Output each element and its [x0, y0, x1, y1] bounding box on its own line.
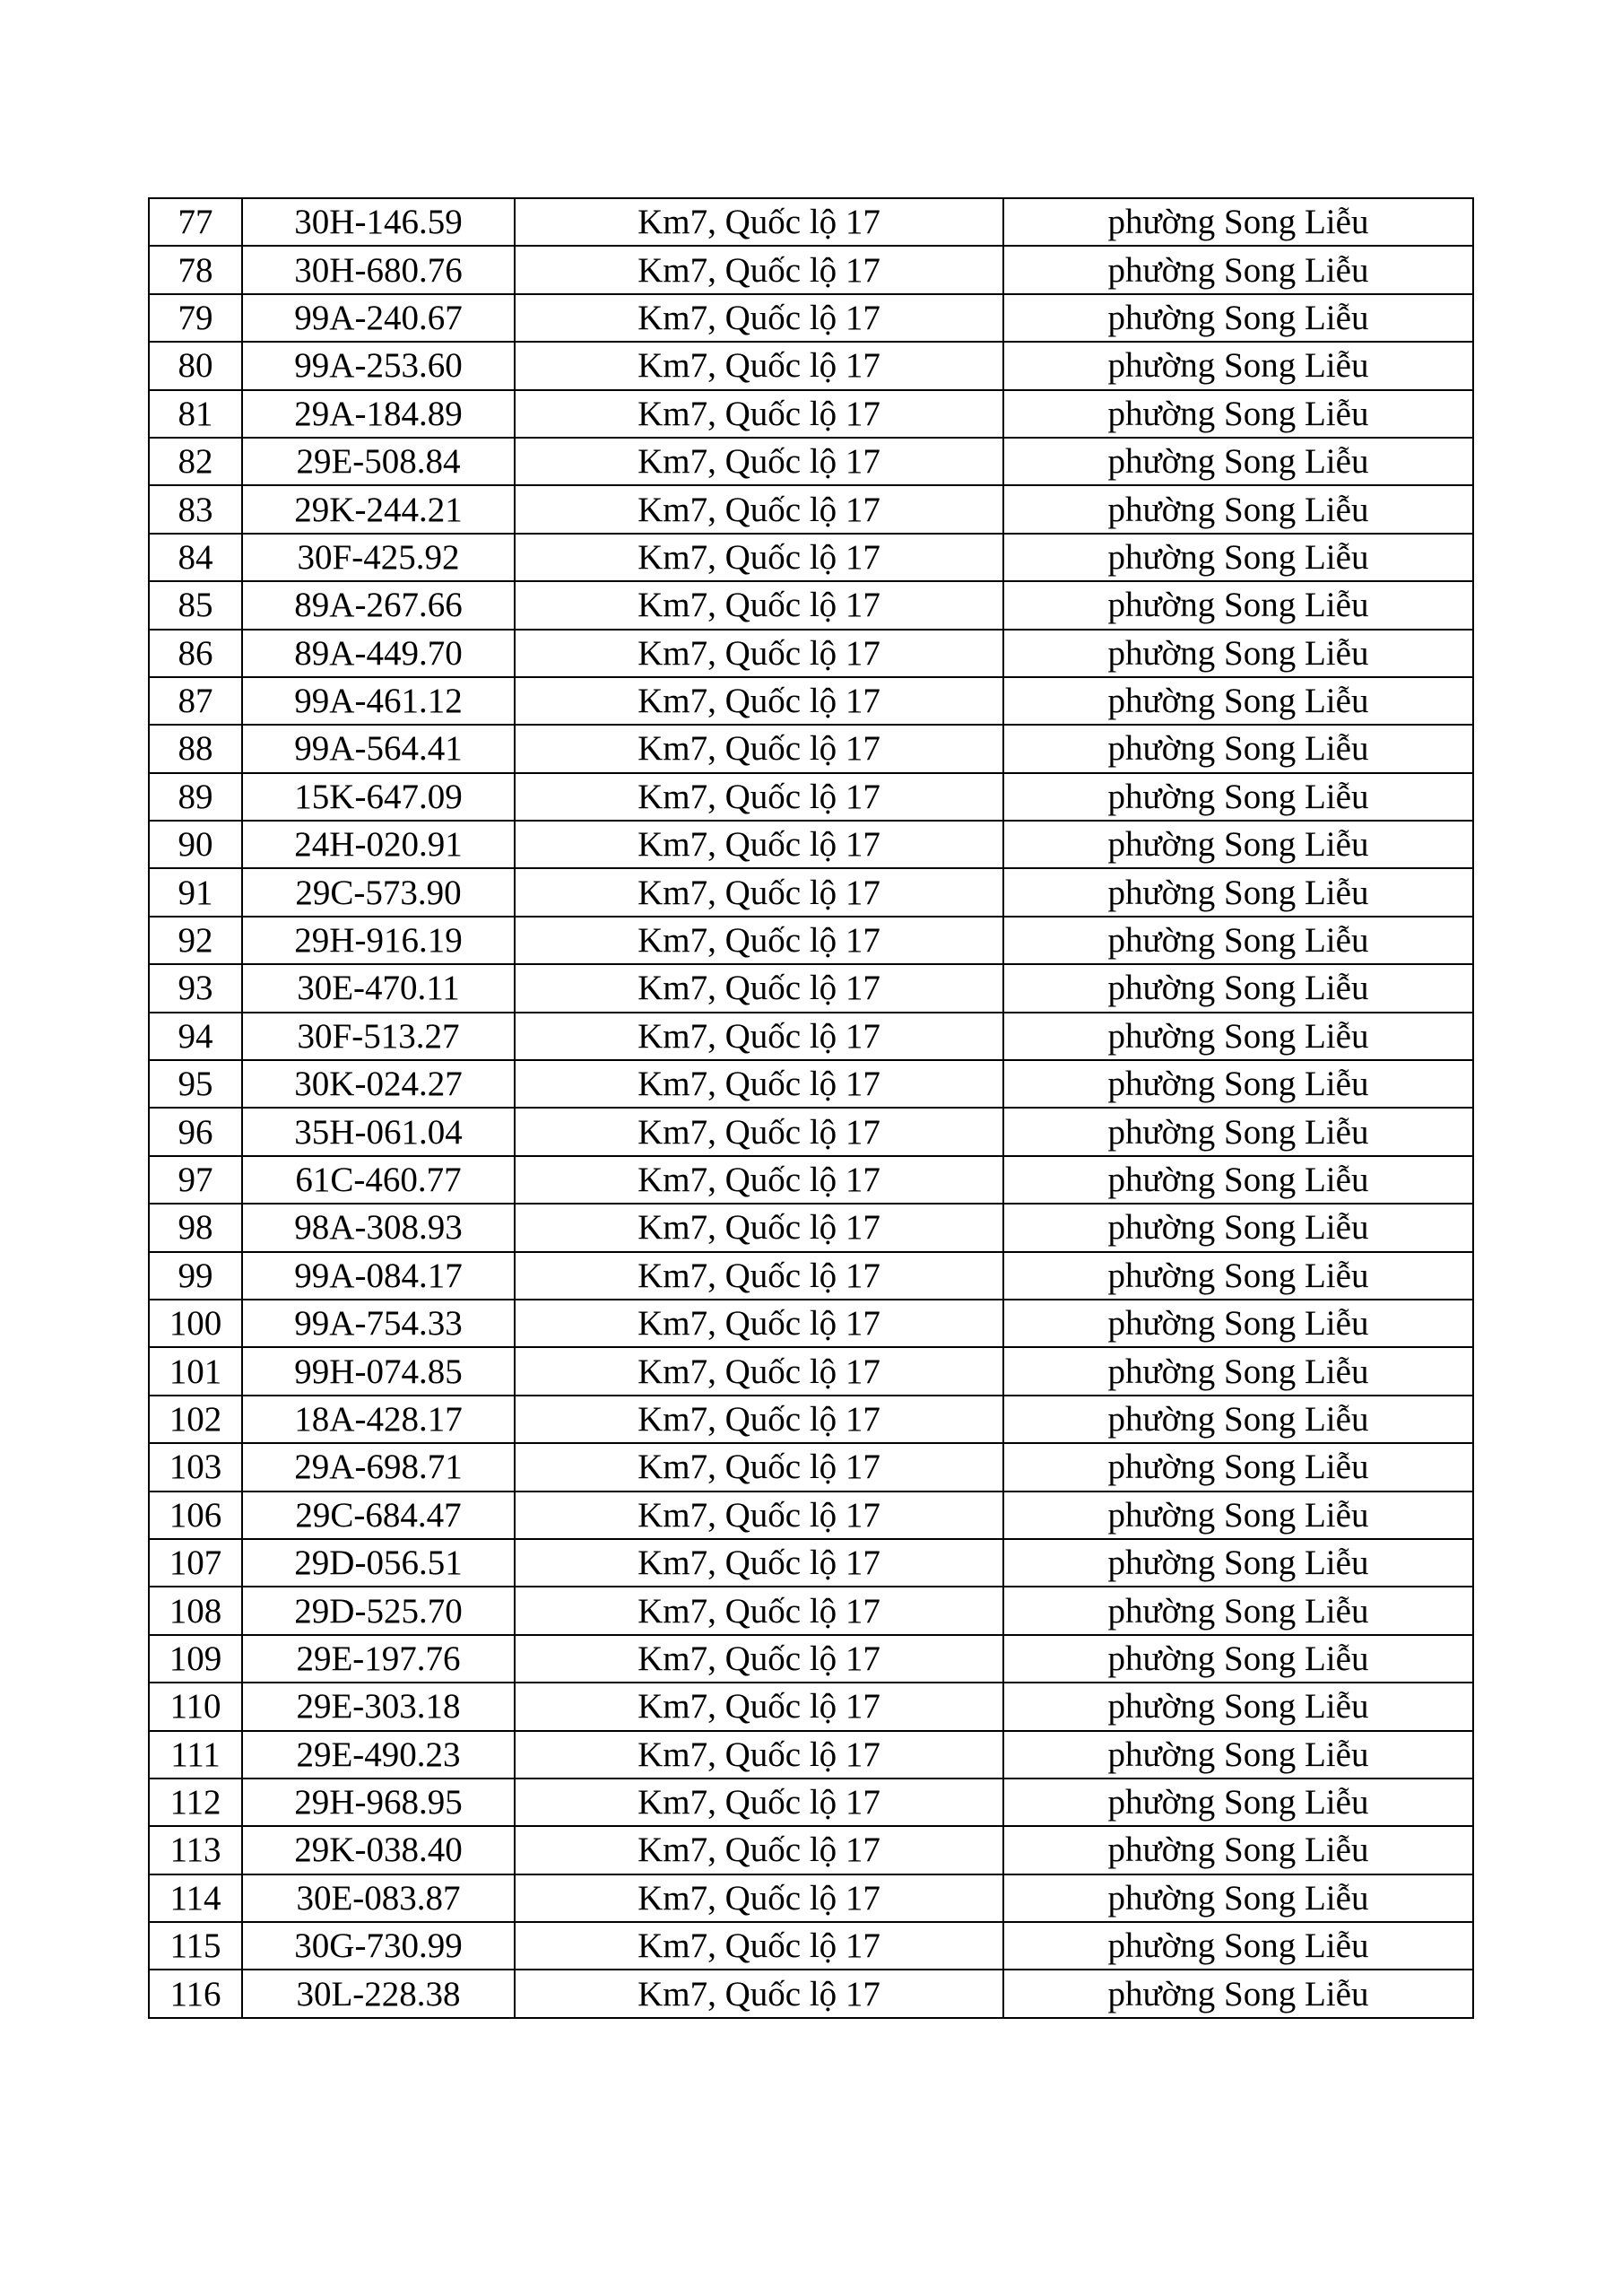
ward-cell: phường Song Liễu	[1003, 1826, 1473, 1874]
row-number-cell: 116	[149, 1970, 242, 2017]
row-number-cell: 89	[149, 773, 242, 821]
location-cell: Km7, Quốc lộ 17	[515, 534, 1003, 581]
ward-cell: phường Song Liễu	[1003, 821, 1473, 868]
location-cell: Km7, Quốc lộ 17	[515, 1970, 1003, 2017]
row-number-cell: 79	[149, 294, 242, 342]
ward-cell: phường Song Liễu	[1003, 1396, 1473, 1443]
license-plate-cell: 89A-267.66	[242, 581, 515, 629]
row-number-cell: 90	[149, 821, 242, 868]
location-cell: Km7, Quốc lộ 17	[515, 773, 1003, 821]
ward-cell: phường Song Liễu	[1003, 1204, 1473, 1251]
row-number-cell: 102	[149, 1396, 242, 1443]
row-number-cell: 97	[149, 1156, 242, 1204]
table-row	[149, 1443, 1473, 1491]
location-cell: Km7, Quốc lộ 17	[515, 1013, 1003, 1060]
license-plate-cell: 29K-244.21	[242, 485, 515, 533]
license-plate-cell: 30F-425.92	[242, 534, 515, 581]
location-cell: Km7, Quốc lộ 17	[515, 1204, 1003, 1251]
location-cell: Km7, Quốc lộ 17	[515, 1252, 1003, 1300]
location-cell: Km7, Quốc lộ 17	[515, 1731, 1003, 1779]
ward-cell: phường Song Liễu	[1003, 485, 1473, 533]
ward-cell: phường Song Liễu	[1003, 1252, 1473, 1300]
location-cell: Km7, Quốc lộ 17	[515, 1492, 1003, 1539]
location-cell: Km7, Quốc lộ 17	[515, 1539, 1003, 1587]
location-cell: Km7, Quốc lộ 17	[515, 964, 1003, 1012]
ward-cell: phường Song Liễu	[1003, 246, 1473, 293]
row-number-cell: 85	[149, 581, 242, 629]
ward-cell: phường Song Liễu	[1003, 1013, 1473, 1060]
row-number-cell: 115	[149, 1922, 242, 1970]
ward-cell: phường Song Liễu	[1003, 1970, 1473, 2017]
license-plate-cell: 29E-303.18	[242, 1683, 515, 1730]
table-row	[149, 342, 1473, 389]
location-cell: Km7, Quốc lộ 17	[515, 246, 1003, 293]
license-plate-cell: 30L-228.38	[242, 1970, 515, 2017]
license-plate-cell: 29A-698.71	[242, 1443, 515, 1491]
table-row	[149, 1587, 1473, 1634]
license-plate-cell: 99A-253.60	[242, 342, 515, 389]
table-row	[149, 1874, 1473, 1922]
ward-cell: phường Song Liễu	[1003, 1156, 1473, 1204]
location-cell: Km7, Quốc lộ 17	[515, 1108, 1003, 1155]
location-cell: Km7, Quốc lộ 17	[515, 390, 1003, 438]
table-row	[149, 1108, 1473, 1155]
license-plate-cell: 18A-428.17	[242, 1396, 515, 1443]
location-cell: Km7, Quốc lộ 17	[515, 1779, 1003, 1826]
location-cell: Km7, Quốc lộ 17	[515, 821, 1003, 868]
table-row	[149, 1731, 1473, 1779]
table-row	[149, 1539, 1473, 1587]
license-plate-cell: 15K-647.09	[242, 773, 515, 821]
vehicle-violation-table	[148, 197, 1474, 2019]
license-plate-cell: 30E-083.87	[242, 1874, 515, 1922]
license-plate-cell: 24H-020.91	[242, 821, 515, 868]
table-row	[149, 1300, 1473, 1347]
license-plate-cell: 30F-513.27	[242, 1013, 515, 1060]
license-plate-cell: 98A-308.93	[242, 1204, 515, 1251]
table-row	[149, 1826, 1473, 1874]
table-row	[149, 246, 1473, 293]
ward-cell: phường Song Liễu	[1003, 438, 1473, 485]
table-body	[149, 198, 1473, 2018]
table-row	[149, 1492, 1473, 1539]
row-number-cell: 107	[149, 1539, 242, 1587]
license-plate-cell: 89A-449.70	[242, 630, 515, 677]
table-row	[149, 534, 1473, 581]
row-number-cell: 110	[149, 1683, 242, 1730]
row-number-cell: 86	[149, 630, 242, 677]
license-plate-cell: 99A-461.12	[242, 677, 515, 725]
row-number-cell: 109	[149, 1635, 242, 1683]
license-plate-cell: 29A-184.89	[242, 390, 515, 438]
row-number-cell: 101	[149, 1347, 242, 1395]
license-plate-cell: 99A-754.33	[242, 1300, 515, 1347]
table-row	[149, 630, 1473, 677]
license-plate-cell: 99A-240.67	[242, 294, 515, 342]
ward-cell: phường Song Liễu	[1003, 581, 1473, 629]
table-row	[149, 1683, 1473, 1730]
row-number-cell: 111	[149, 1731, 242, 1779]
location-cell: Km7, Quốc lộ 17	[515, 294, 1003, 342]
ward-cell: phường Song Liễu	[1003, 1492, 1473, 1539]
ward-cell: phường Song Liễu	[1003, 773, 1473, 821]
ward-cell: phường Song Liễu	[1003, 1347, 1473, 1395]
location-cell: Km7, Quốc lộ 17	[515, 1635, 1003, 1683]
license-plate-cell: 29E-197.76	[242, 1635, 515, 1683]
location-cell: Km7, Quốc lộ 17	[515, 581, 1003, 629]
license-plate-cell: 29H-916.19	[242, 917, 515, 964]
table-row	[149, 1635, 1473, 1683]
row-number-cell: 108	[149, 1587, 242, 1634]
license-plate-cell: 30G-730.99	[242, 1922, 515, 1970]
table-row	[149, 1970, 1473, 2017]
ward-cell: phường Song Liễu	[1003, 1779, 1473, 1826]
table-row	[149, 868, 1473, 916]
row-number-cell: 98	[149, 1204, 242, 1251]
row-number-cell: 78	[149, 246, 242, 293]
table-row	[149, 1156, 1473, 1204]
location-cell: Km7, Quốc lộ 17	[515, 1396, 1003, 1443]
license-plate-cell: 29D-525.70	[242, 1587, 515, 1634]
row-number-cell: 100	[149, 1300, 242, 1347]
location-cell: Km7, Quốc lộ 17	[515, 1060, 1003, 1108]
license-plate-cell: 29H-968.95	[242, 1779, 515, 1826]
ward-cell: phường Song Liễu	[1003, 390, 1473, 438]
ward-cell: phường Song Liễu	[1003, 342, 1473, 389]
row-number-cell: 94	[149, 1013, 242, 1060]
license-plate-cell: 30E-470.11	[242, 964, 515, 1012]
table-row	[149, 485, 1473, 533]
table-row	[149, 581, 1473, 629]
row-number-cell: 83	[149, 485, 242, 533]
table-row	[149, 917, 1473, 964]
table-row	[149, 390, 1473, 438]
license-plate-cell: 29C-684.47	[242, 1492, 515, 1539]
table-row	[149, 1347, 1473, 1395]
location-cell: Km7, Quốc lộ 17	[515, 342, 1003, 389]
row-number-cell: 81	[149, 390, 242, 438]
table-row	[149, 438, 1473, 485]
ward-cell: phường Song Liễu	[1003, 1300, 1473, 1347]
location-cell: Km7, Quốc lộ 17	[515, 1922, 1003, 1970]
table-row	[149, 294, 1473, 342]
location-cell: Km7, Quốc lộ 17	[515, 1587, 1003, 1634]
location-cell: Km7, Quốc lộ 17	[515, 917, 1003, 964]
location-cell: Km7, Quốc lộ 17	[515, 677, 1003, 725]
location-cell: Km7, Quốc lộ 17	[515, 868, 1003, 916]
ward-cell: phường Song Liễu	[1003, 1060, 1473, 1108]
license-plate-cell: 29E-508.84	[242, 438, 515, 485]
row-number-cell: 112	[149, 1779, 242, 1826]
ward-cell: phường Song Liễu	[1003, 677, 1473, 725]
license-plate-cell: 30K-024.27	[242, 1060, 515, 1108]
license-plate-cell: 29E-490.23	[242, 1731, 515, 1779]
license-plate-cell: 35H-061.04	[242, 1108, 515, 1155]
row-number-cell: 80	[149, 342, 242, 389]
ward-cell: phường Song Liễu	[1003, 1443, 1473, 1491]
location-cell: Km7, Quốc lộ 17	[515, 198, 1003, 246]
table-row	[149, 1922, 1473, 1970]
license-plate-cell: 29K-038.40	[242, 1826, 515, 1874]
table-row	[149, 1396, 1473, 1443]
ward-cell: phường Song Liễu	[1003, 1108, 1473, 1155]
ward-cell: phường Song Liễu	[1003, 1874, 1473, 1922]
ward-cell: phường Song Liễu	[1003, 1922, 1473, 1970]
row-number-cell: 106	[149, 1492, 242, 1539]
location-cell: Km7, Quốc lộ 17	[515, 485, 1003, 533]
ward-cell: phường Song Liễu	[1003, 1635, 1473, 1683]
license-plate-cell: 30H-680.76	[242, 246, 515, 293]
table-row	[149, 1204, 1473, 1251]
license-plate-cell: 29C-573.90	[242, 868, 515, 916]
location-cell: Km7, Quốc lộ 17	[515, 725, 1003, 772]
table-row	[149, 1013, 1473, 1060]
table-row	[149, 821, 1473, 868]
ward-cell: phường Song Liễu	[1003, 1731, 1473, 1779]
location-cell: Km7, Quốc lộ 17	[515, 1826, 1003, 1874]
row-number-cell: 113	[149, 1826, 242, 1874]
table-row	[149, 198, 1473, 246]
row-number-cell: 93	[149, 964, 242, 1012]
row-number-cell: 99	[149, 1252, 242, 1300]
license-plate-cell: 29D-056.51	[242, 1539, 515, 1587]
license-plate-cell: 30H-146.59	[242, 198, 515, 246]
table-row	[149, 964, 1473, 1012]
ward-cell: phường Song Liễu	[1003, 1587, 1473, 1634]
row-number-cell: 103	[149, 1443, 242, 1491]
location-cell: Km7, Quốc lộ 17	[515, 1683, 1003, 1730]
ward-cell: phường Song Liễu	[1003, 1539, 1473, 1587]
row-number-cell: 77	[149, 198, 242, 246]
license-plate-cell: 99A-564.41	[242, 725, 515, 772]
ward-cell: phường Song Liễu	[1003, 534, 1473, 581]
row-number-cell: 92	[149, 917, 242, 964]
table-row	[149, 1252, 1473, 1300]
location-cell: Km7, Quốc lộ 17	[515, 1874, 1003, 1922]
ward-cell: phường Song Liễu	[1003, 198, 1473, 246]
row-number-cell: 95	[149, 1060, 242, 1108]
row-number-cell: 87	[149, 677, 242, 725]
location-cell: Km7, Quốc lộ 17	[515, 630, 1003, 677]
table-row	[149, 773, 1473, 821]
location-cell: Km7, Quốc lộ 17	[515, 438, 1003, 485]
ward-cell: phường Song Liễu	[1003, 917, 1473, 964]
table-row	[149, 1779, 1473, 1826]
row-number-cell: 84	[149, 534, 242, 581]
location-cell: Km7, Quốc lộ 17	[515, 1443, 1003, 1491]
table-row	[149, 1060, 1473, 1108]
ward-cell: phường Song Liễu	[1003, 1683, 1473, 1730]
license-plate-cell: 99A-084.17	[242, 1252, 515, 1300]
table-row	[149, 677, 1473, 725]
table-row	[149, 725, 1473, 772]
row-number-cell: 88	[149, 725, 242, 772]
location-cell: Km7, Quốc lộ 17	[515, 1156, 1003, 1204]
row-number-cell: 96	[149, 1108, 242, 1155]
row-number-cell: 114	[149, 1874, 242, 1922]
row-number-cell: 82	[149, 438, 242, 485]
ward-cell: phường Song Liễu	[1003, 630, 1473, 677]
ward-cell: phường Song Liễu	[1003, 964, 1473, 1012]
location-cell: Km7, Quốc lộ 17	[515, 1300, 1003, 1347]
license-plate-cell: 99H-074.85	[242, 1347, 515, 1395]
ward-cell: phường Song Liễu	[1003, 725, 1473, 772]
license-plate-cell: 61C-460.77	[242, 1156, 515, 1204]
ward-cell: phường Song Liễu	[1003, 868, 1473, 916]
location-cell: Km7, Quốc lộ 17	[515, 1347, 1003, 1395]
ward-cell: phường Song Liễu	[1003, 294, 1473, 342]
row-number-cell: 91	[149, 868, 242, 916]
